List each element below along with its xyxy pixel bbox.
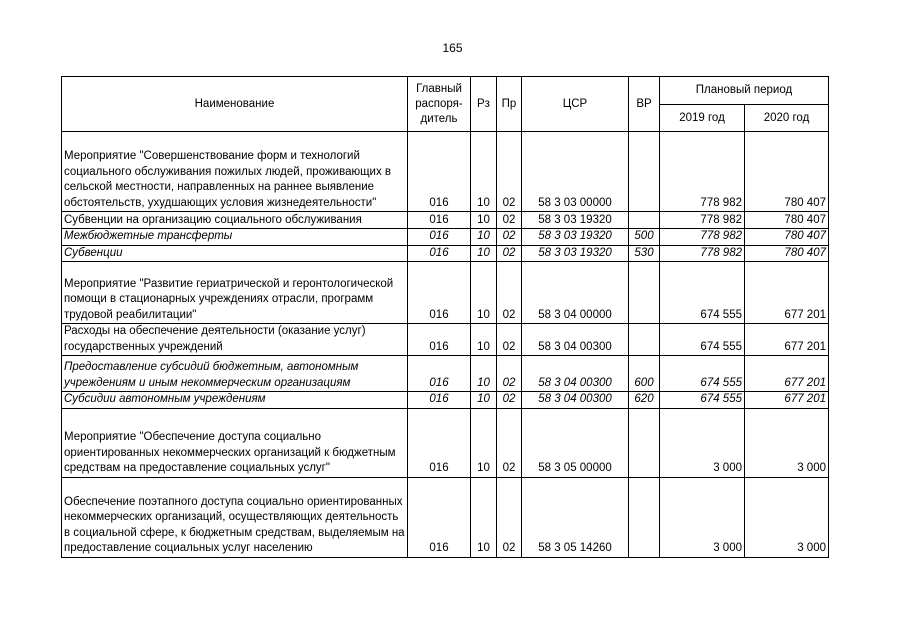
row-manager: 016 — [408, 132, 471, 212]
row-value-2019: 674 555 — [660, 324, 745, 356]
row-rz: 10 — [471, 212, 497, 229]
row-pr: 02 — [497, 132, 522, 212]
row-value-2019: 778 982 — [660, 245, 745, 262]
header-manager: Главный распоря-дитель — [408, 77, 471, 132]
table-body — [62, 132, 829, 558]
table-row — [62, 229, 829, 246]
row-rz: 10 — [471, 408, 497, 477]
row-value-2019: 3 000 — [660, 408, 745, 477]
row-value-2020: 780 407 — [745, 132, 829, 212]
row-csr: 58 3 04 00300 — [522, 392, 629, 409]
row-name: Субвенции — [62, 245, 408, 262]
row-csr: 58 3 04 00300 — [522, 356, 629, 392]
table-row — [62, 245, 829, 262]
row-vr — [629, 262, 660, 324]
table-row — [62, 212, 829, 229]
row-manager: 016 — [408, 324, 471, 356]
row-csr: 58 3 05 14260 — [522, 477, 629, 557]
row-vr — [629, 324, 660, 356]
table-row — [62, 356, 829, 392]
row-vr — [629, 132, 660, 212]
row-vr: 530 — [629, 245, 660, 262]
header-period: Плановый период — [660, 77, 829, 105]
row-csr: 58 3 03 19320 — [522, 212, 629, 229]
row-csr: 58 3 05 00000 — [522, 408, 629, 477]
row-name: Межбюджетные трансферты — [62, 229, 408, 246]
row-value-2020: 3 000 — [745, 477, 829, 557]
row-rz: 10 — [471, 477, 497, 557]
row-value-2019: 674 555 — [660, 392, 745, 409]
row-vr — [629, 408, 660, 477]
row-manager: 016 — [408, 262, 471, 324]
row-pr: 02 — [497, 212, 522, 229]
row-vr — [629, 212, 660, 229]
row-value-2020: 780 407 — [745, 245, 829, 262]
row-name: Предоставление субсидий бюджетным, автономным учреждениям и иным некоммерческим организациям — [62, 356, 408, 392]
header-csr: ЦСР — [522, 77, 629, 132]
row-vr — [629, 477, 660, 557]
header-year-2019: 2019 год — [660, 105, 745, 132]
page-number: 165 — [442, 41, 463, 55]
row-pr: 02 — [497, 392, 522, 409]
row-value-2020: 677 201 — [745, 356, 829, 392]
row-pr: 02 — [497, 262, 522, 324]
row-value-2020: 3 000 — [745, 408, 829, 477]
row-pr: 02 — [497, 408, 522, 477]
row-name: Мероприятие "Обеспечение доступа социально ориентированных некоммерческих организаций к бюджетным средствам на предоставление социальных услуг" — [62, 408, 408, 477]
row-value-2019: 778 982 — [660, 132, 745, 212]
row-value-2019: 778 982 — [660, 212, 745, 229]
row-name: Субвенции на организацию социального обслуживания — [62, 212, 408, 229]
row-rz: 10 — [471, 132, 497, 212]
row-value-2019: 3 000 — [660, 477, 745, 557]
row-rz: 10 — [471, 245, 497, 262]
row-pr: 02 — [497, 245, 522, 262]
header-year-2020: 2020 год — [745, 105, 829, 132]
row-vr: 600 — [629, 356, 660, 392]
table-row — [62, 392, 829, 409]
table-row — [62, 324, 829, 356]
table-row — [62, 262, 829, 324]
row-name: Расходы на обеспечение деятельности (оказание услуг) государственных учреждений — [62, 324, 408, 356]
row-name: Мероприятие "Развитие гериатрической и геронтологической помощи в стационарных учреждениях отрасли, программ трудовой реабилитации" — [62, 262, 408, 324]
row-manager: 016 — [408, 245, 471, 262]
row-value-2020: 677 201 — [745, 392, 829, 409]
row-name: Обеспечение поэтапного доступа социально ориентированных некоммерческих организаций, осуществляющих деятельность в социальной сфере, к бюджетным средствам, выделяемым на предоставление социальных услуг населению — [62, 477, 408, 557]
table-row — [62, 477, 829, 557]
row-manager: 016 — [408, 477, 471, 557]
row-pr: 02 — [497, 229, 522, 246]
row-value-2020: 677 201 — [745, 324, 829, 356]
row-csr: 58 3 04 00300 — [522, 324, 629, 356]
row-csr: 58 3 04 00000 — [522, 262, 629, 324]
row-vr: 620 — [629, 392, 660, 409]
row-rz: 10 — [471, 229, 497, 246]
row-vr: 500 — [629, 229, 660, 246]
row-value-2020: 677 201 — [745, 262, 829, 324]
row-name: Мероприятие "Совершенствование форм и технологий социального обслуживания пожилых людей, проживающих в сельской местности, направленных на раннее выявление обстоятельств, ухудшающих условия жизнедеятельности" — [62, 132, 408, 212]
row-rz: 10 — [471, 392, 497, 409]
header-vr: ВР — [629, 77, 660, 132]
row-pr: 02 — [497, 356, 522, 392]
budget-table — [61, 76, 829, 558]
row-manager: 016 — [408, 408, 471, 477]
row-pr: 02 — [497, 477, 522, 557]
header-name: Наименование — [62, 77, 408, 132]
table-row — [62, 408, 829, 477]
row-manager: 016 — [408, 392, 471, 409]
row-name: Субсидии автономным учреждениям — [62, 392, 408, 409]
row-manager: 016 — [408, 212, 471, 229]
row-value-2020: 780 407 — [745, 229, 829, 246]
row-value-2019: 674 555 — [660, 262, 745, 324]
row-value-2019: 674 555 — [660, 356, 745, 392]
row-manager: 016 — [408, 229, 471, 246]
header-pr: Пр — [497, 77, 522, 132]
table-row — [62, 132, 829, 212]
row-pr: 02 — [497, 324, 522, 356]
header-rz: Рз — [471, 77, 497, 132]
row-value-2019: 778 982 — [660, 229, 745, 246]
row-csr: 58 3 03 19320 — [522, 229, 629, 246]
row-rz: 10 — [471, 262, 497, 324]
row-csr: 58 3 03 19320 — [522, 245, 629, 262]
row-manager: 016 — [408, 356, 471, 392]
row-csr: 58 3 03 00000 — [522, 132, 629, 212]
row-rz: 10 — [471, 356, 497, 392]
row-rz: 10 — [471, 324, 497, 356]
row-value-2020: 780 407 — [745, 212, 829, 229]
